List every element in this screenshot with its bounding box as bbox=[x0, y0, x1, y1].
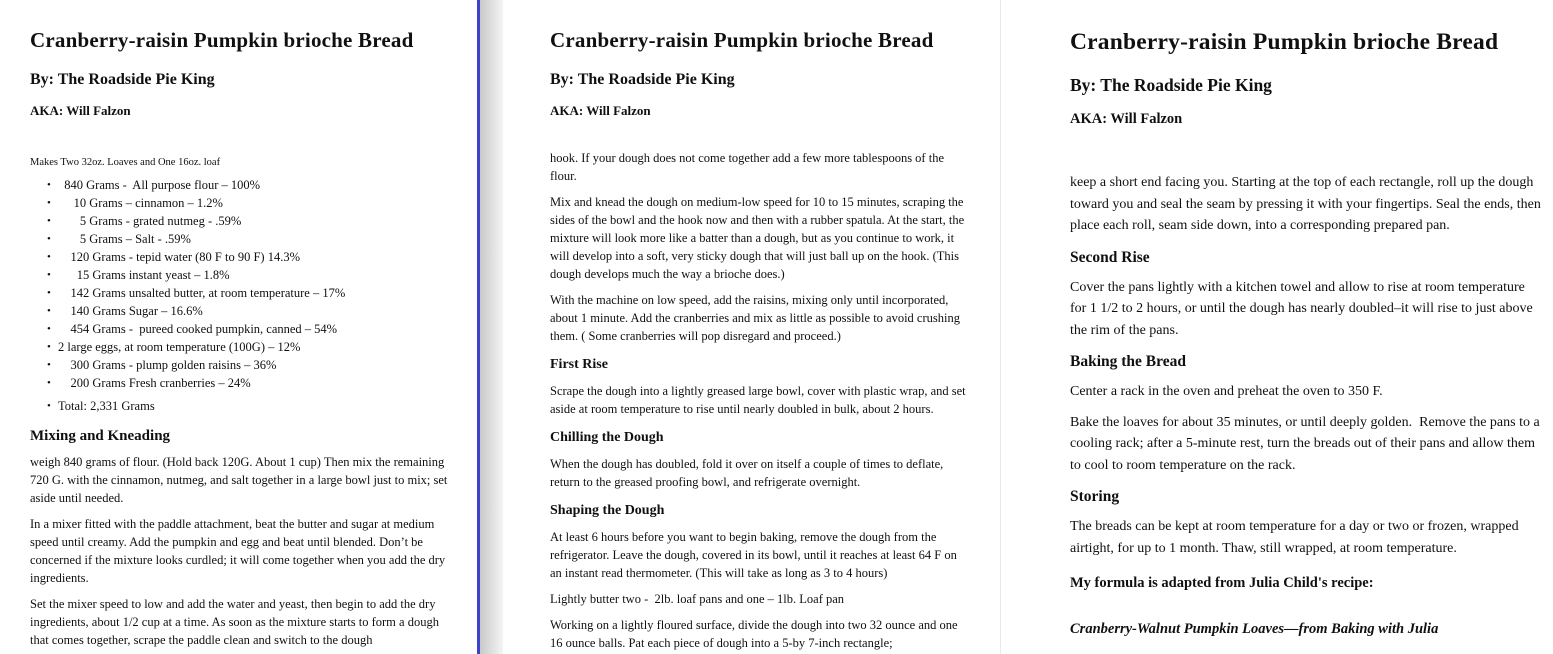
bullet-icon: • bbox=[47, 251, 51, 263]
author-aka: AKA: Will Falzon bbox=[550, 103, 651, 118]
section-heading: Second Rise bbox=[1070, 248, 1150, 266]
section-heading: Chilling the Dough bbox=[550, 430, 664, 445]
window-divider-shadow bbox=[480, 0, 503, 654]
bullet-icon: • bbox=[47, 400, 51, 412]
author-byline: By: The Roadside Pie King bbox=[30, 71, 215, 88]
section-heading: Storing bbox=[1070, 488, 1120, 505]
bullet-icon: • bbox=[47, 287, 51, 299]
page-3-body bbox=[1070, 172, 1545, 639]
ingredient-item bbox=[30, 176, 458, 194]
ingredient-item bbox=[30, 194, 458, 212]
paragraph: In a mixer fitted with the paddle attachment, beat the butter and sugar at medium speed until creamy. Add the pumpkin and egg and beat until blended. Don’t be concerned if the mixture looks curdled; it will come together when you add the dry ingredients. bbox=[30, 517, 449, 585]
paragraph: Center a rack in the oven and preheat the oven to 350 F. bbox=[1070, 384, 1383, 399]
paragraph: Lightly butter two - 2lb. loaf pans and one – 1lb. Loaf pan bbox=[550, 592, 845, 606]
bullet-icon: • bbox=[47, 305, 51, 317]
ingredient-text: 300 Grams - plump golden raisins – 36% bbox=[58, 358, 277, 372]
bullet-icon: • bbox=[47, 197, 51, 209]
paragraph: At least 6 hours before you want to begin baking, remove the dough from the refrigerator. Leave the dough, covered in its bowl, until it reaches at least 64 F on an instant read thermometer. (This will take as long as 3 to 4 hours) bbox=[550, 530, 960, 580]
ingredient-text: 2 large eggs, at room temperature (100G) – 12% bbox=[58, 340, 301, 354]
bullet-icon: • bbox=[47, 269, 51, 281]
document-title: Cranberry-raisin Pumpkin brioche Bread bbox=[1070, 29, 1499, 55]
paragraph: Set the mixer speed to low and add the water and yeast, then begin to add the dry ingredients, about 1/2 cup at a time. As soon as the mixture starts to form a dough that comes together, scrape the paddle clean and switch to the dough bbox=[30, 597, 443, 647]
page-seam-divider bbox=[1000, 0, 1001, 654]
ingredient-text: 5 Grams - grated nutmeg - .59% bbox=[58, 214, 242, 228]
ingredient-text: Total: 2,331 Grams bbox=[58, 399, 155, 413]
bullet-icon: • bbox=[47, 341, 51, 353]
section-heading: Mixing and Kneading bbox=[30, 428, 171, 444]
bullet-icon: • bbox=[47, 179, 51, 191]
paragraph: The breads can be kept at room temperature for a day or two or frozen, wrapped airtight, for up to 1 month. Thaw, still wrapped, at room temperature. bbox=[1070, 519, 1523, 556]
bullet-icon: • bbox=[47, 215, 51, 227]
ingredient-list bbox=[30, 176, 458, 415]
paragraph: Scrape the dough into a lightly greased large bowl, cover with plastic wrap, and set aside at room temperature to rise until nearly doubled in bulk, about 2 hours. bbox=[550, 384, 969, 416]
ingredient-text: 454 Grams - pureed cooked pumpkin, canned – 54% bbox=[58, 322, 338, 336]
paragraph: hook. If your dough does not come together add a few more tablespoons of the flour. bbox=[550, 151, 948, 183]
section-heading: Baking the Bread bbox=[1070, 353, 1186, 370]
page-1 bbox=[30, 24, 458, 649]
ingredient-item bbox=[30, 266, 458, 284]
bullet-icon: • bbox=[47, 359, 51, 371]
paragraph: keep a short end facing you. Starting at the top of each rectangle, roll up the dough toward you and seal the seam by pressing it with your fingertips. Seal the ends, then place each roll, seam side down, into a corresponding prepared pan. bbox=[1070, 175, 1545, 233]
document-title: Cranberry-raisin Pumpkin brioche Bread bbox=[30, 28, 414, 52]
ingredient-item bbox=[30, 248, 458, 266]
ingredient-item bbox=[30, 374, 458, 392]
paragraph: Cranberry-Walnut Pumpkin Loaves—from Baking with Julia bbox=[1070, 621, 1439, 637]
ingredient-text: 15 Grams instant yeast – 1.8% bbox=[58, 268, 230, 282]
ingredient-text: 120 Grams - tepid water (80 F to 90 F) 14.3% bbox=[58, 250, 300, 264]
author-byline: By: The Roadside Pie King bbox=[1070, 75, 1272, 95]
page-1-body bbox=[30, 427, 458, 649]
author-aka: AKA: Will Falzon bbox=[1070, 111, 1183, 127]
section-heading: First Rise bbox=[550, 357, 608, 372]
ingredient-item bbox=[30, 302, 458, 320]
ingredient-text: 200 Grams Fresh cranberries – 24% bbox=[58, 376, 251, 390]
paragraph: When the dough has doubled, fold it over on itself a couple of times to deflate, return to the greased proofing bowl, and refrigerate overnight. bbox=[550, 457, 947, 489]
bullet-icon: • bbox=[47, 323, 51, 335]
ingredient-text: 840 Grams - All purpose flour – 100% bbox=[58, 178, 261, 192]
paragraph: Working on a lightly floured surface, divide the dough into two 32 ounce and one 16 ounce balls. Pat each piece of dough into a 5-by 7-inch rectangle; bbox=[550, 618, 961, 650]
ingredient-item bbox=[30, 397, 458, 415]
page-3 bbox=[1070, 24, 1545, 639]
yield-note: Makes Two 32oz. Loaves and One 16oz. loaf bbox=[30, 157, 221, 168]
paragraph: Cover the pans lightly with a kitchen towel and allow to rise at room temperature for 1 1/2 to 2 hours, or until the dough has nearly doubled–it will rise to just above the rim of the pans. bbox=[1070, 279, 1537, 338]
paragraph: weigh 840 grams of flour. (Hold back 120G. About 1 cup) Then mix the remaining 720 G. with the cinnamon, nutmeg, and salt together in a large bowl just to mix; set aside until needed. bbox=[30, 455, 451, 505]
author-byline: By: The Roadside Pie King bbox=[550, 71, 735, 88]
ingredient-item bbox=[30, 320, 458, 338]
bullet-icon: • bbox=[47, 233, 51, 245]
ingredient-text: 5 Grams – Salt - .59% bbox=[58, 232, 191, 246]
ingredient-item bbox=[30, 212, 458, 230]
paragraph: Mix and knead the dough on medium-low speed for 10 to 15 minutes, scraping the sides of the bowl and the hook now and then with a rubber spatula. At the start, the mixture will look more like a batter than a dough, but as you continue to work, it will develop into a soft, very sticky dough that will just ball up on the hook. (This dough develops much the way a brioche does.) bbox=[550, 195, 968, 281]
paragraph: My formula is adapted from Julia Child's recipe: bbox=[1070, 575, 1374, 591]
page-2 bbox=[550, 24, 971, 652]
section-heading: Shaping the Dough bbox=[550, 503, 665, 518]
ingredient-text: 140 Grams Sugar – 16.6% bbox=[58, 304, 203, 318]
paragraph: Bake the loaves for about 35 minutes, or until deeply golden. Remove the pans to a cooling rack; after a 5-minute rest, turn the breads out of their pans and allow them to cool to room temperature on the rack. bbox=[1070, 414, 1544, 473]
author-aka: AKA: Will Falzon bbox=[30, 103, 131, 118]
ingredient-item bbox=[30, 284, 458, 302]
ingredient-item bbox=[30, 338, 458, 356]
ingredient-text: 10 Grams – cinnamon – 1.2% bbox=[58, 196, 223, 210]
ingredient-item bbox=[30, 356, 458, 374]
page-2-body bbox=[550, 149, 971, 652]
bullet-icon: • bbox=[47, 377, 51, 389]
ingredient-item bbox=[30, 230, 458, 248]
document-title: Cranberry-raisin Pumpkin brioche Bread bbox=[550, 28, 934, 52]
paragraph: With the machine on low speed, add the raisins, mixing only until incorporated, about 1 minute. Add the cranberries and mix as little as possible to avoid crushing them. ( Some cranberries will pop disregard and proceed.) bbox=[550, 293, 964, 343]
ingredient-text: 142 Grams unsalted butter, at room temperature – 17% bbox=[58, 286, 346, 300]
